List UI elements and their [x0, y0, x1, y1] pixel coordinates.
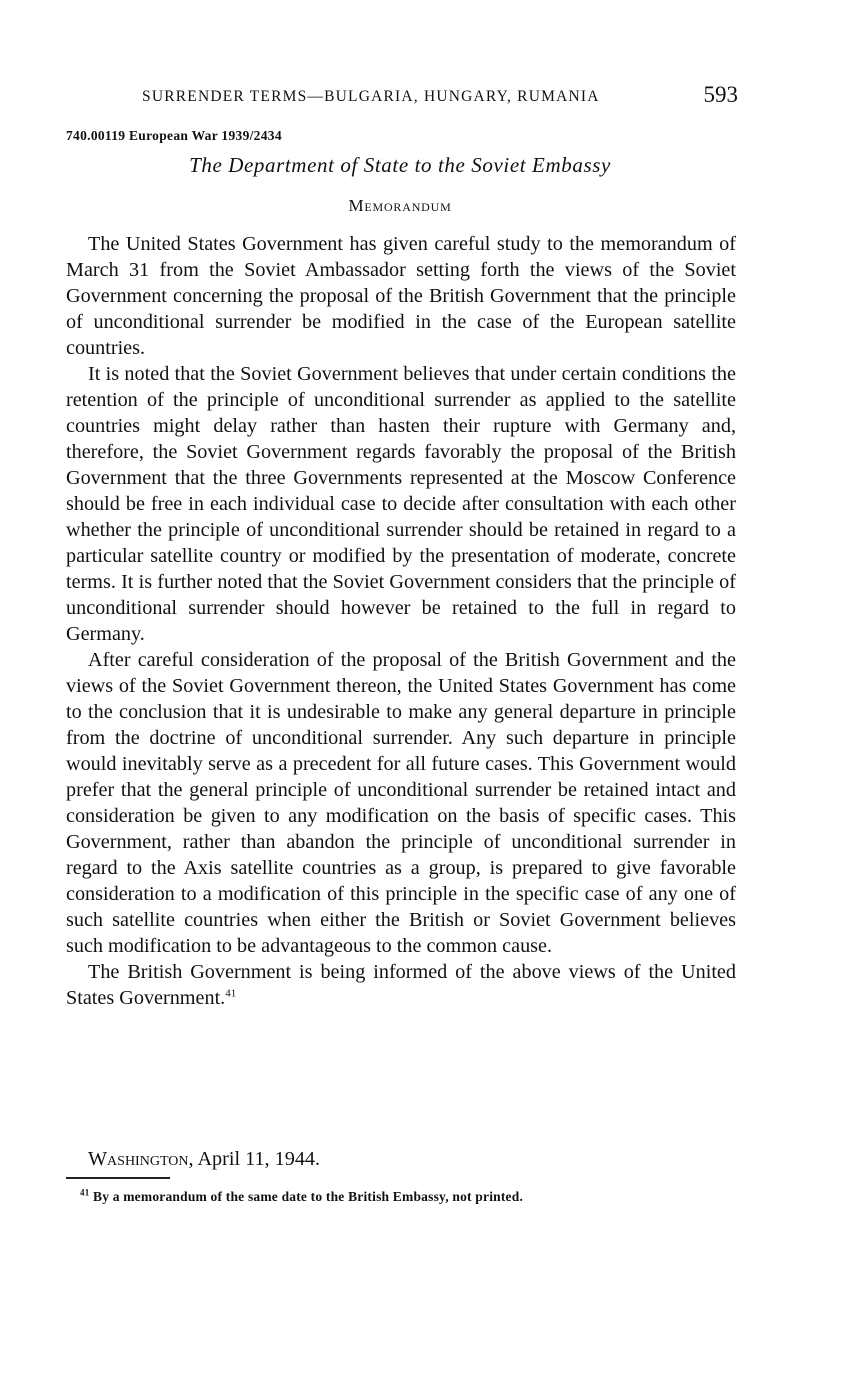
signature-date: April 11, 1944. — [197, 1148, 321, 1170]
signature-place: Washington — [88, 1148, 189, 1170]
running-title: SURRENDER TERMS—BULGARIA, HUNGARY, RUMANIA — [142, 88, 600, 105]
footnote-reference: 41 — [225, 987, 237, 1000]
memorandum-label: Memorandum — [348, 196, 452, 215]
footnote-text: By a memorandum of the same date to the British Embassy, not printed. — [92, 1189, 524, 1204]
signature-separator: , — [188, 1148, 198, 1170]
footnote — [80, 1189, 523, 1205]
running-head — [66, 82, 738, 112]
paragraph-4 — [66, 959, 736, 1011]
body-text — [66, 231, 736, 1011]
paragraph-2: It is noted that the Soviet Government believes that under certain conditions the retention of the principle of unconditional surrender as applied to the satellite countries might delay rather than hasten their rupture with Germany and, therefore, the Soviet Government regards favorably the proposal of the British Government that the three Governments represented at the Moscow Conference should be free in each individual case to decide after consultation with each other whether the principle of unconditional surrender should be retained in regard to a particular satellite country or modified by the presentation of moderate, concrete terms. It is further noted that the Soviet Government considers that the principle of unconditional surrender should however be retained to the full in regard to Germany. — [66, 363, 736, 645]
signature-line — [88, 1146, 320, 1172]
paragraph-1: The United States Government has given careful study to the memorandum of March 31 from the Soviet Ambassador setting forth the views of the Soviet Government concerning the proposal of the British Government that the principle of unconditional surrender be modified in the case of the European satellite countries. — [66, 233, 736, 359]
footnote-divider — [66, 1177, 170, 1179]
paragraph-4-text: The British Government is being informed of the above views of the United States Government. — [66, 961, 736, 1009]
document-heading: The Department of State to the Soviet Embassy — [189, 153, 611, 177]
page-number: 593 — [703, 82, 738, 107]
paragraph-3: After careful consideration of the proposal of the British Government and the views of the Soviet Government thereon, the United States Government has come to the conclusion that it is undesirable to make any general departure in principle from the doctrine of unconditional surrender. Any such departure in principle would inevitably serve as a precedent for all future cases. This Government would prefer that the general principle of unconditional surrender be retained intact and consideration be given to any modification on the basis of specific cases. This Government, rather than abandon the principle of unconditional surrender in regard to the Axis satellite countries as a group, is prepared to give favorable consideration to a modification of this principle in the specific case of any one of such satellite countries when either the British or Soviet Government believes such modification to be advantageous to the common cause. — [66, 649, 736, 957]
file-reference: 740.00119 European War 1939/2434 — [66, 128, 282, 143]
footnote-marker: 41 — [80, 1187, 90, 1198]
